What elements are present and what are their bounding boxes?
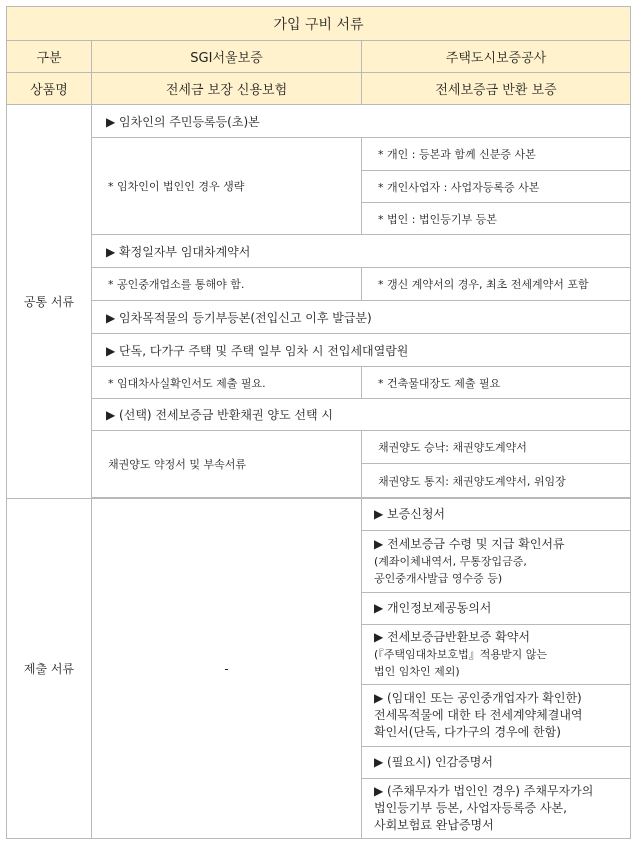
submit-docs-label: 제출 서류	[7, 499, 92, 839]
submit-item: ▶ 전세보증금반환보증 확약서 (『주택임대차보호법』적용받지 않는 법인 임차인 제외)	[362, 625, 631, 685]
hug-product-name: 전세보증금 반환 보증	[362, 73, 631, 105]
sgi-header: SGI서울보증	[92, 41, 362, 73]
renewal-note: * 갱신 계약서의 경우, 최초 전세계약서 포함	[362, 268, 631, 301]
submit-item: ▶ 보증신청서	[362, 499, 631, 531]
transfer-consent-cell: 채권양도 승낙: 채권양도계약서	[362, 431, 631, 464]
common-docs-label: 공통 서류	[7, 105, 92, 499]
multi-household-row: ▶ 단독, 다가구 주택 및 주택 일부 임차 시 전입세대열람원	[92, 334, 631, 367]
corporation-note: * 법인 : 법인등기부 등본	[362, 203, 631, 235]
submit-item: ▶ 전세보증금 수령 및 지급 확인서류 (계좌이체내역서, 무통장입금증, 공인중개사발급 영수증 등)	[362, 531, 631, 593]
lease-contract-row: ▶ 확정일자부 임대차계약서	[92, 235, 631, 268]
sgi-submit-value: -	[92, 499, 362, 839]
product-header: 상품명	[7, 73, 92, 105]
transfer-notice-cell: 채권양도 통지: 채권양도계약서, 위임장	[362, 464, 631, 498]
registry-row: ▶ 임차목적물의 등기부등본(전입신고 이후 발급분)	[92, 301, 631, 334]
submit-item: ▶ (주채무자가 법인인 경우) 주채무자가의 법인등기부 등본, 사업자등록증 사본, 사회보험료 완납증명서	[362, 779, 631, 839]
sgi-product-name: 전세금 보장 신용보험	[92, 73, 362, 105]
required-documents-table	[6, 6, 631, 839]
resident-registration-row: ▶ 임차인의 주민등록등(초)본	[92, 105, 631, 138]
table-title: 가입 구비 서류	[7, 7, 631, 41]
category-header: 구분	[7, 41, 92, 73]
optional-transfer-row: ▶ (선택) 전세보증금 반환채권 양도 선택 시	[92, 399, 631, 431]
via-broker-note: * 공인중개업소를 통해야 함.	[92, 268, 362, 301]
submit-item: ▶ (필요시) 인감증명서	[362, 747, 631, 779]
transfer-agreement-cell: 채권양도 약정서 및 부속서류	[92, 431, 362, 498]
submit-item: ▶ 개인정보제공동의서	[362, 593, 631, 625]
sole-proprietor-note: * 개인사업자 : 사업자등록증 사본	[362, 171, 631, 203]
hug-header: 주택도시보증공사	[362, 41, 631, 73]
submit-item: ▶ (임대인 또는 공인중개업자가 확인한) 전세목적물에 대한 타 전세계약체결내역 확인서(단독, 다가구의 경우에 한함)	[362, 685, 631, 747]
lease-confirmation-note: * 임대차사실확인서도 제출 필요.	[92, 367, 362, 399]
corporate-omit-note: * 임차인이 법인인 경우 생략	[92, 138, 362, 235]
individual-note: * 개인 : 등본과 함께 신분증 사본	[362, 138, 631, 171]
building-register-note: * 건축물대장도 제출 필요	[362, 367, 631, 399]
